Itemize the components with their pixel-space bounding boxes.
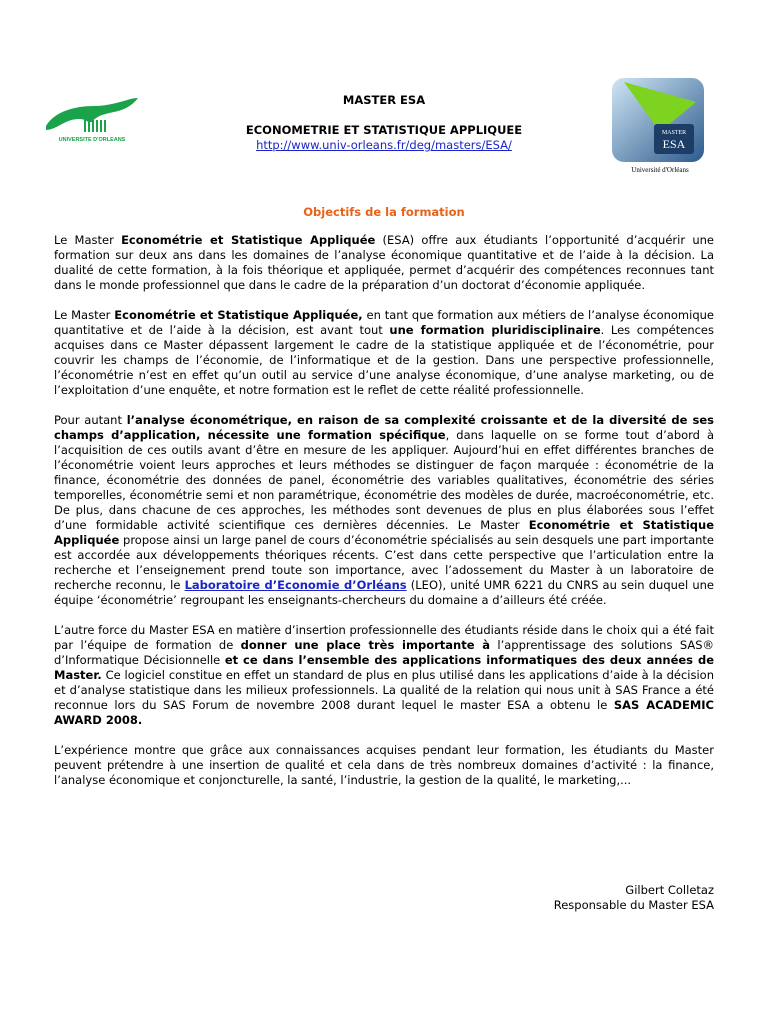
paragraph-4: L’autre force du Master ESA en matière d’insertion professionnelle des étudiants réside dans le choix qui a été fait par l’équipe de formation de donner une place très importante à l’apprentissage des solutions SAS® d’Informatique Décisionnelle et ce dans l’ensemble des applications informatiques des deux années de Master. Ce logiciel constitue en effet un standard de plus en plus utilisé dans les applications d’aide à la décision et d’analyse statistique dans les milieux professionnels. La qualité de la relation qui nous unit à SAS France a été reconnue lors du SAS Forum de novembre 2008 durant lequel le master ESA a obtenu le SAS ACADEMIC AWARD 2008. [54,623,715,727]
leo-laboratory-link[interactable]: Laboratoire d’Economie d’Orléans [184,578,407,592]
document-title: MASTER ESA [342,93,426,107]
signature-role: Responsable du Master ESA [553,898,714,912]
paragraph-1: Le Master Econométrie et Statistique Appliquée (ESA) offre aux étudiants l’opportunité d’acquérir une formation sur deux ans dans les domaines de l’analyse économique quantitative et de l’aide à la décision. La dualité de cette formation, à la fois théorique et appliquée, permet d’acquérir des compétences reconnues tant dans le monde professionnel que dans le cadre de la préparation d’un doctorat d’économie appliquée. [54,233,714,292]
master-esa-logo [608,76,712,176]
paragraph-3: Pour autant l’analyse économétrique, en raison de sa complexité croissante et de la diversité de ses champs d’application, nécessite une formation spécifique, dans laquelle on se forme tout d’abord à l’acquisition de ces outils avant d’être en mesure de les appliquer. Aujourd’hui en effet différentes branches de l’économétrie voient leurs approches et leurs méthodes se distinguer de façon marquée : économétrie de la finance, économétrie des données de panel, économétrie des variables qualitatives, économétrie des séries temporelles, économétrie semi et non paramétrique, économétrie des modèles de durée, macroéconométrie, etc. De plus, dans chacune de ces approches, les méthodes sont devenues de plus en plus élaborées sous l’effet d’une formidable activité scientifique ces dernières décennies. Le Master Econométrie et Statistique Appliquée propose ainsi un large panel de cours d’économétrie spécialisés au sein desquels une part importante est accordée aux développements théoriques récents. C’est dans cette perspective que l’articulation entre la recherche et l’enseignement prend toute son importance, avec l’adossement du Master à un laboratoire de recherche reconnu, le Laboratoire d’Economie d’Orléans (LEO), unité UMR 6221 du CNRS au sein duquel une équipe ‘économétrie’ regroupant les enseignants-chercheurs du domaine a d’ailleurs été créée. [54,413,715,607]
document-header [150,93,618,153]
logo-master-text: MASTER [661,130,687,136]
section-title: Objectifs de la formation [303,205,465,219]
logo-esa-text: ESA [662,137,686,151]
svg-text:UNIVERSITE D'ORLEANS: UNIVERSITE D'ORLEANS [58,137,126,143]
signature-name: Gilbert Colletaz [625,883,714,897]
logo-caption-text: Université d'Orléans [631,166,689,174]
document-subtitle: ECONOMETRIE ET STATISTIQUE APPLIQUEE [245,123,523,137]
paragraph-2: Le Master Econométrie et Statistique Appliquée, en tant que formation aux métiers de l’analyse économique quantitative et de l’aide à la décision, est avant tout une formation pluridisciplinaire. Les compétences acquises dans ce Master dépassent largement le cadre de la statistique appliquée et de l’économétrie, pour couvrir les champs de l’économie, de l’informatique et de la gestion. Dans une perspective professionnelle, l’économétrie n’est en effet qu’un outil au service d’une analyse économique, d’une analyse marketing, ou de l’exploitation d’une enquête, et notre formation est le reflet de cette réalité professionnelle. [54,308,715,397]
program-url-link[interactable]: http://www.univ-orleans.fr/deg/masters/ESA/ [256,138,512,152]
body-text [54,233,714,803]
universite-orleans-logo [44,96,140,148]
signature-block [554,883,714,913]
paragraph-5: L’expérience montre que grâce aux connaissances acquises pendant leur formation, les étudiants du Master peuvent prétendre à une insertion de qualité et cela dans de très nombreux domaines d’activité : la finance, l’analyse économique et conjoncturelle, la santé, l’industrie, la gestion de la qualité, le marketing,... [54,743,714,787]
